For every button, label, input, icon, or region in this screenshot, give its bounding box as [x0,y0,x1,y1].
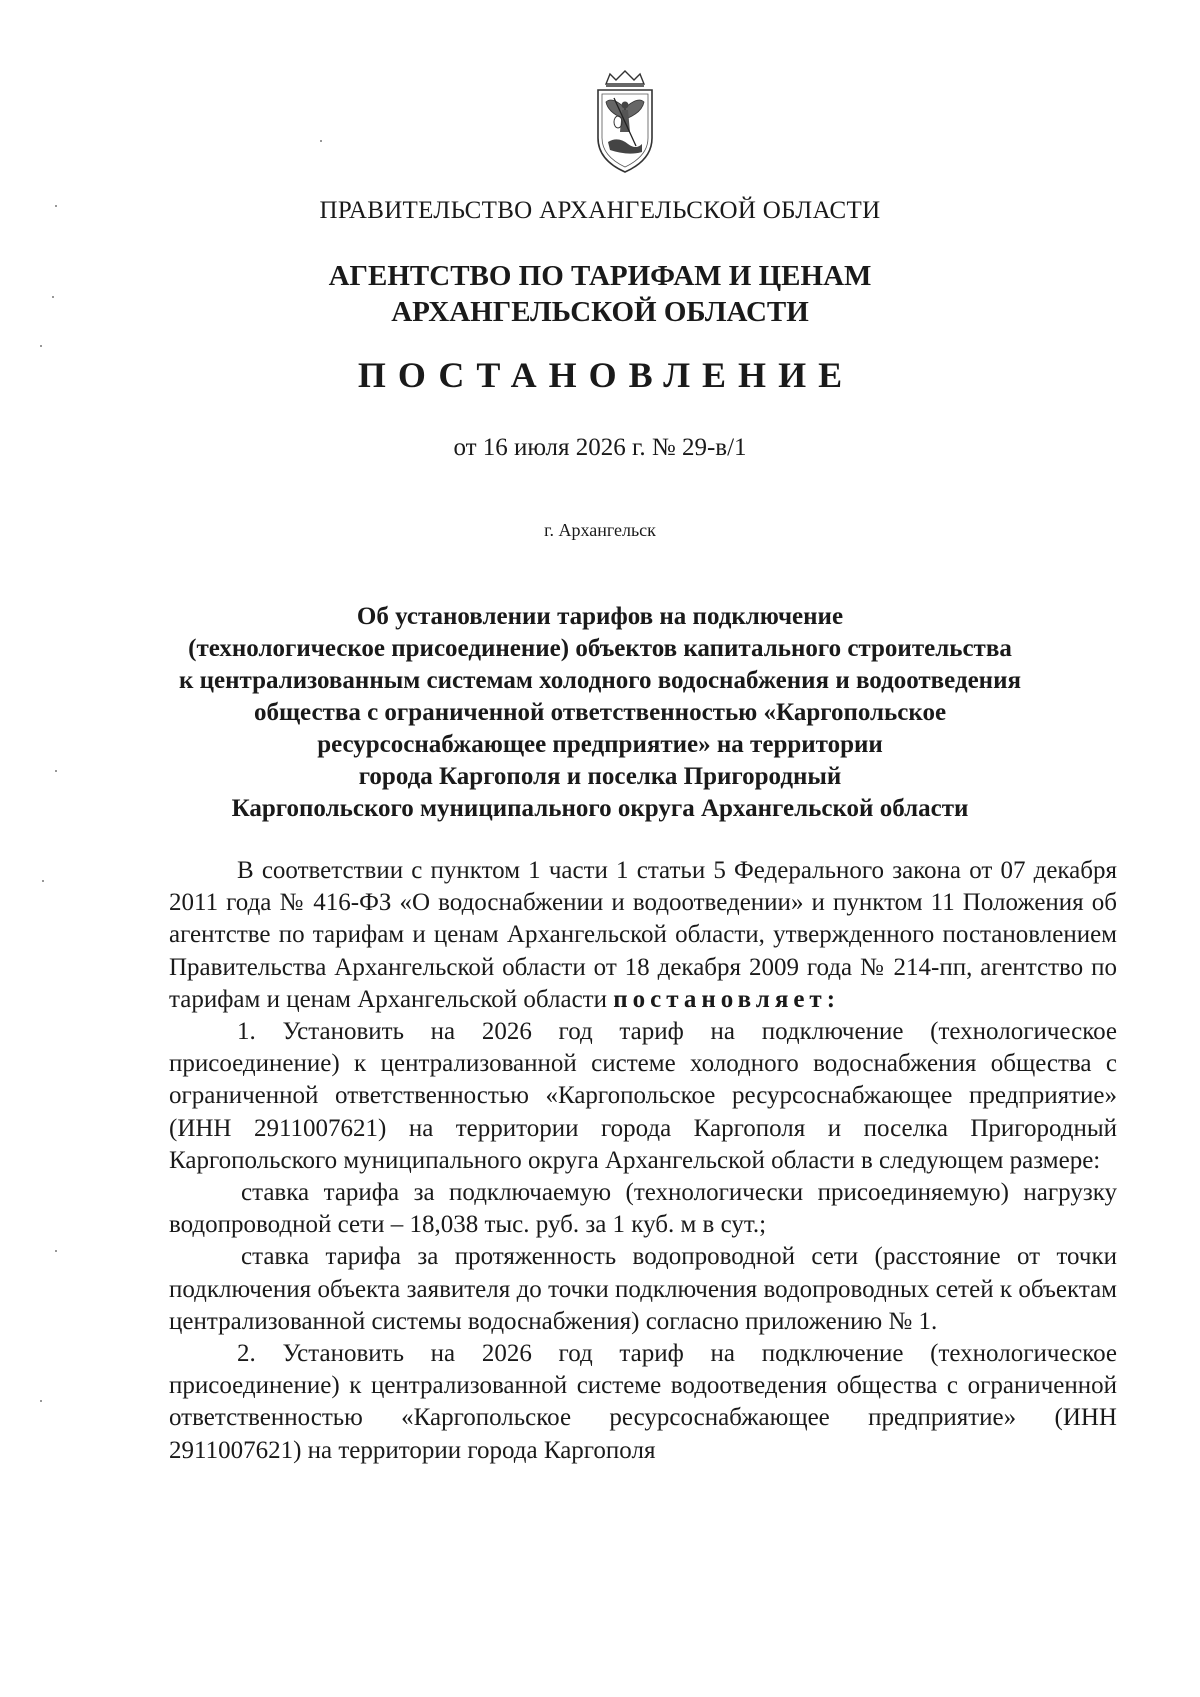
document-body [169,855,1117,1467]
scan-speck [320,140,322,142]
document-city: г. Архангельск [544,520,656,540]
scan-speck [40,1400,42,1402]
preamble-text: В соответствии с пунктом 1 части 1 статьи 5 Федерального закона от 07 декабря 2011 года № 416-ФЗ «О водоснабжении и водоотведении» и пунктом 11 Положения об агентстве по тарифам и ценам Архангельской области, утвержденного постановлением Правительства Архангельской области от 18 декабря 2009 года № 214-пп, агентство по тарифам и ценам Архангельской области [169,857,1117,1013]
scan-speck [55,205,57,207]
document-date-number: от 16 июля 2026 г. № 29-в/1 [453,434,747,461]
agency-line-1: АГЕНТСТВО ПО ТАРИФАМ И ЦЕНАМ [328,260,872,292]
scan-speck [52,296,54,298]
scan-speck [55,770,57,772]
preamble-paragraph [169,855,1117,1016]
document-type: ПОСТАНОВЛЕНИЕ [357,355,855,395]
agency-name [0,258,1200,330]
agency-line-2: АРХАНГЕЛЬСКОЙ ОБЛАСТИ [391,296,809,328]
scan-speck [55,1250,57,1252]
title-line: (технологическое присоединение) объектов капитального строительства [188,635,1012,662]
title-line: общества с ограниченной ответственностью «Каргопольское [253,699,947,726]
title-line: к централизованным системам холодного водоснабжения и водоотведения [178,667,1022,694]
scan-speck [40,345,42,347]
item-1-paragraph: 1. Установить на 2026 год тариф на подключение (технологическое присоединение) к централизованной системе холодного водоснабжения общества с ограниченной ответственностью «Каргопольское ресурсоснабжающее предприятие» (ИНН 2911007621) на территории города Каргополя и поселка Пригородный Каргопольского муниципального округа Архангельской области в следующем размере: [169,1018,1117,1174]
rate-2-paragraph: ставка тарифа за протяженность водопроводной сети (расстояние от точки подключения объекта заявителя до точки подключения водопроводных сетей к объектам централизованной системы водоснабжения) согласно приложению № 1. [169,1243,1117,1335]
title-line: ресурсоснабжающее предприятие» на территории [317,731,883,758]
item-2-paragraph: 2. Установить на 2026 год тариф на подключение (технологическое присоединение) к централизованной системе водоотведения общества с ограниченной ответственностью «Каргопольское ресурсоснабжающее предприятие» (ИНН 2911007621) на территории города Каргополя [169,1340,1117,1464]
document-title [0,601,1200,825]
title-line: Каргопольского муниципального округа Архангельской области [231,795,969,822]
rate-1-paragraph: ставка тарифа за подключаемую (технологически присоединяемую) нагрузку водопроводной сети – 18,038 тыс. руб. за 1 куб. м в сут.; [169,1179,1117,1239]
scan-speck [42,880,44,882]
government-name: ПРАВИТЕЛЬСТВО АРХАНГЕЛЬСКОЙ ОБЛАСТИ [319,197,881,224]
coat-of-arms-emblem [592,68,658,178]
decree-word: постановляет: [613,985,841,1013]
title-line: города Каргополя и поселка Пригородный [358,763,842,790]
title-line: Об установлении тарифов на подключение [356,603,844,630]
